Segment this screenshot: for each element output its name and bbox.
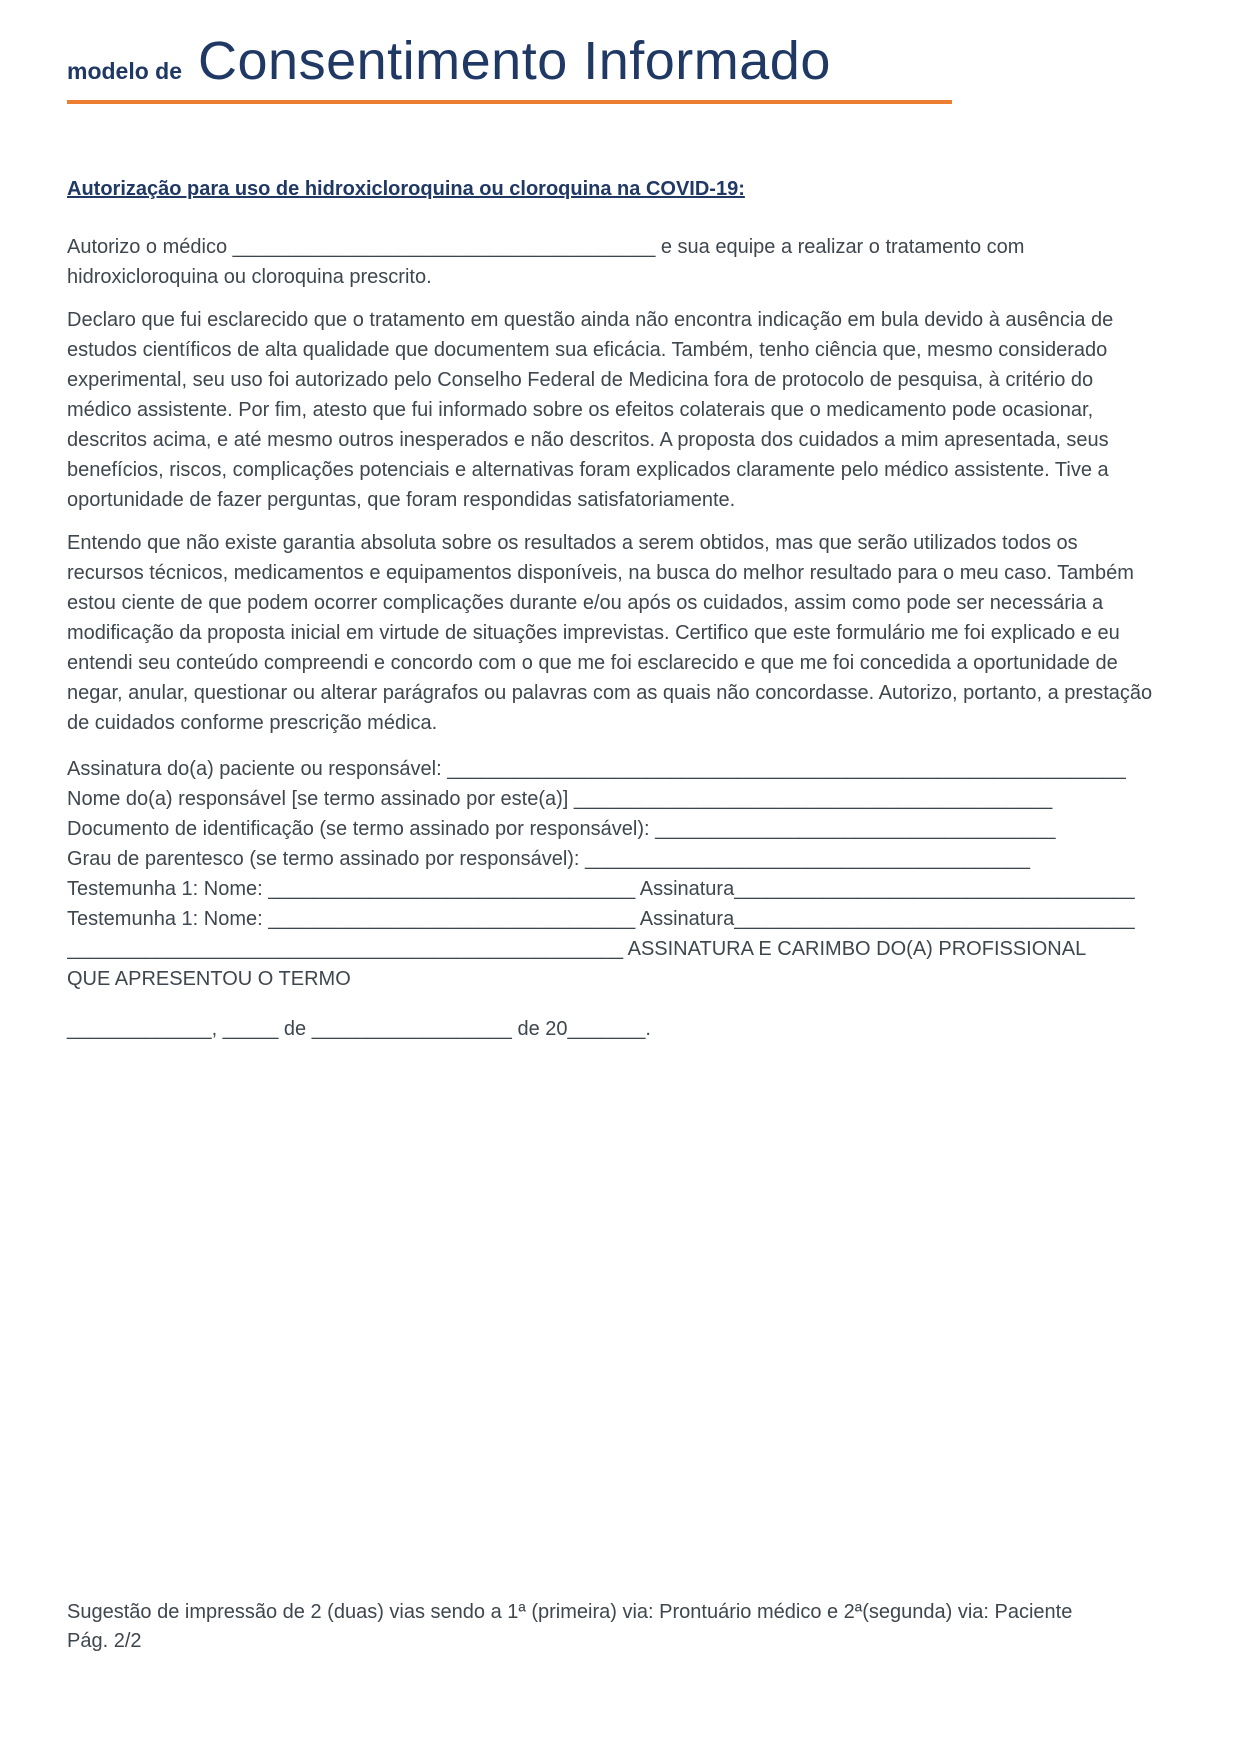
signature-line-professional-cont: QUE APRESENTOU O TERMO: [67, 968, 351, 990]
paragraph-authorization: Autorizo o médico ______________________________________ e sua equipe a realizar o tratamento com hidroxicloroquina ou cloroquina prescrito.: [67, 236, 1025, 288]
signature-line-guardian-name: Nome do(a) responsável [se termo assinado por este(a)] ___________________________________________: [67, 788, 1053, 810]
section-heading: Autorização para uso de hidroxicloroquina ou cloroquina na COVID-19:: [67, 178, 745, 200]
masthead-kicker: modelo de: [67, 58, 183, 84]
page-title: Consentimento Informado: [198, 31, 831, 91]
signature-line-id-document: Documento de identificação (se termo assinado por responsável): ____________________________________: [67, 818, 1056, 840]
signature-line-professional: __________________________________________________ ASSINATURA E CARIMBO DO(A) PROFISSIONAL: [67, 938, 1087, 960]
date-line: _____________, _____ de __________________ de 20_______.: [67, 1018, 651, 1040]
signature-line-witness-1: Testemunha 1: Nome: _________________________________ Assinatura____________________________________: [67, 878, 1135, 900]
signature-block: [67, 754, 1156, 994]
footer-print-note: Sugestão de impressão de 2 (duas) vias sendo a 1ª (primeira) via: Prontuário médico e 2ª(segunda) via: Paciente: [67, 1601, 1073, 1623]
signature-line-patient: Assinatura do(a) paciente ou responsável: _____________________________________________________________: [67, 758, 1126, 780]
document-masthead: [67, 30, 952, 104]
signature-line-witness-2: Testemunha 1: Nome: _________________________________ Assinatura____________________________________: [67, 908, 1135, 930]
paragraph-declaration: Declaro que fui esclarecido que o tratamento em questão ainda não encontra indicação em bula devido à ausência de estudos científicos de alta qualidade que documentem sua eficácia. Também, tenho ciência que, mesmo considerado experimental, seu uso foi autorizado pelo Conselho Federal de Medicina fora de protocolo de pesquisa, à critério do médico assistente. Por fim, atesto que fui informado sobre os efeitos colaterais que o medicamento pode ocasionar, descritos acima, e até mesmo outros inesperados e não descritos. A proposta dos cuidados a mim apresentada, seus benefícios, riscos, complicações potenciais e alternativas foram explicados claramente pelo médico assistente. Tive a oportunidade de fazer perguntas, que foram respondidas satisfatoriamente.: [67, 309, 1114, 511]
footer-page-number: Pág. 2/2: [67, 1630, 142, 1652]
paragraph-understanding: Entendo que não existe garantia absoluta sobre os resultados a serem obtidos, mas que serão utilizados todos os recursos técnicos, medicamentos e equipamentos disponíveis, na busca do melhor resultado para o meu caso. Também estou ciente de que podem ocorrer complicações durante e/ou após os cuidados, assim como pode ser necessária a modificação da proposta inicial em virtude de situações imprevistas. Certifico que este formulário me foi explicado e eu entendi seu conteúdo compreendi e concordo com o que me foi esclarecido e que me foi concedida a oportunidade de negar, anular, questionar ou alterar parágrafos ou palavras com as quais não concordasse. Autorizo, portanto, a prestação de cuidados conforme prescrição médica.: [67, 532, 1153, 734]
signature-line-kinship: Grau de parentesco (se termo assinado por responsável): ________________________________________: [67, 848, 1030, 870]
page-footer: [67, 1598, 1072, 1656]
